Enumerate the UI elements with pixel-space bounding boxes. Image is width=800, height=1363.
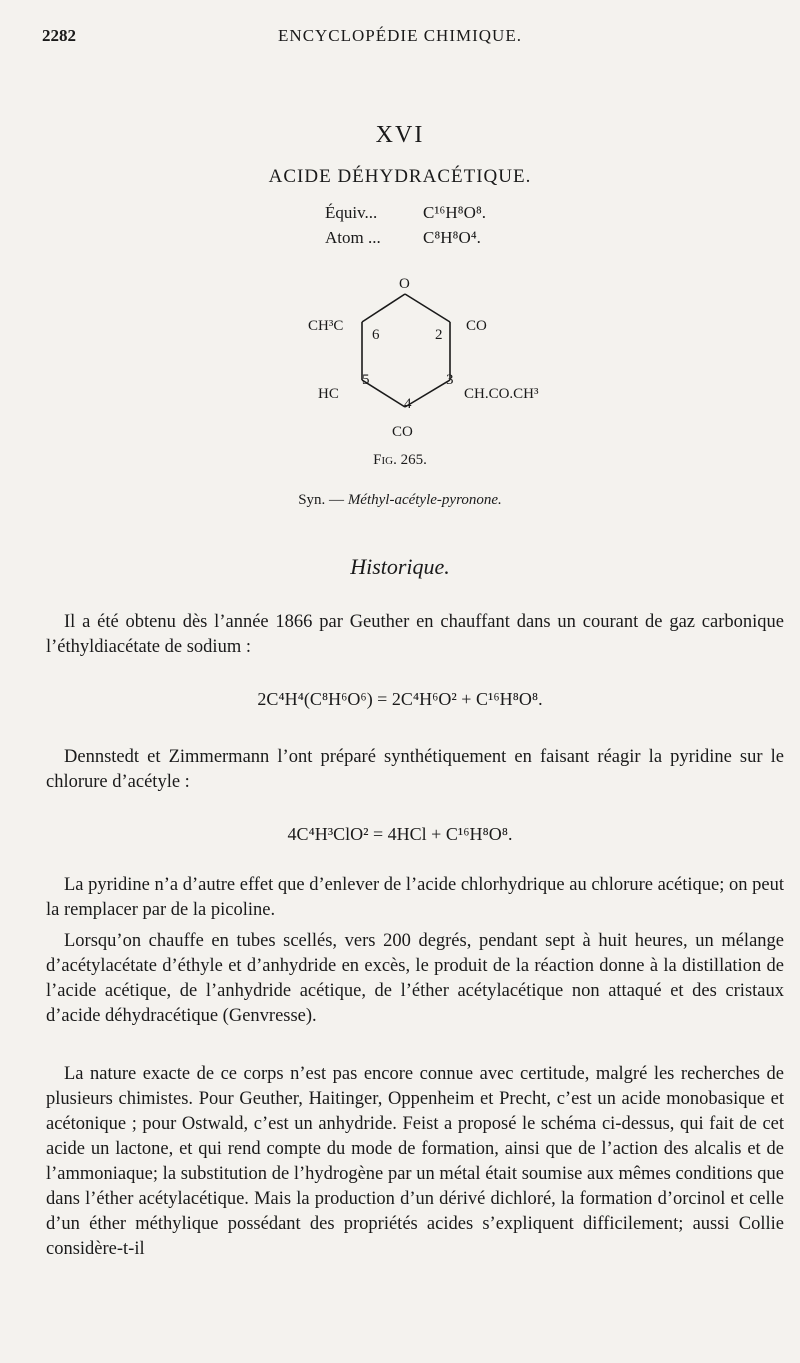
equiv-value: C¹⁶H⁸O⁸. — [423, 203, 487, 222]
section-number: XVI — [375, 122, 425, 148]
ring-oxygen-label: O — [399, 276, 410, 292]
paragraph-4: Lorsqu’on chauffe en tubes scellés, vers 200 degrés, pendant sept à huit heures, un mélange d’acétylacétate d’éthyle et d’anhydride en excès, le produit de la réaction donne à la distillation de l’acide acétique, de l’anhydride acétique, de l’éther acétylacétique non attaqué et des cristaux d’acide déhydracétique (Genvresse). — [46, 931, 784, 1026]
ring-position-5: 5 — [362, 372, 370, 388]
pyrone-structure-diagram — [300, 272, 560, 447]
atom-label: Atom ... — [325, 228, 381, 247]
paragraph-5: La nature exacte de ce corps n’est pas encore connue avec certitude, malgré les recherches de plusieurs chimistes. Pour Geuther, Haitinger, Oppenheim et Precht, c’est un acide monobasique et acétonique ; pour Ostwald, c’est un anhydride. Feist a proposé le schéma ci-dessus, qui fait de cet acide un lactone, et qui rend compte du mode de formation, ainsi que de l’action des alcalis et de l’ammoniaque; la substitution de l’hydrogène par un métal était soumise aux mêmes conditions que dans l’éther acétylacétique. Mais la production d’un dérivé dichloré, la formation d’orcinol et celle d’un éther méthylique possédant des propriétés acides s’expliquent difficilement; aussi Collie considère-t-il — [46, 1064, 784, 1259]
equiv-label: Équiv... — [325, 203, 378, 222]
page-number: 2282 — [42, 26, 76, 45]
section-title: ACIDE DÉHYDRACÉTIQUE. — [268, 166, 532, 187]
equiv-formula — [325, 203, 486, 223]
figure-caption: Fig. 265. — [373, 452, 427, 468]
running-title: ENCYCLOPÉDIE CHIMIQUE. — [278, 26, 522, 45]
ring-right-bottom-group: CH.CO.CH³ — [464, 386, 539, 402]
ring-position-4: 4 — [404, 396, 412, 412]
equation-2: 4C⁴H³ClO² = 4HCl + C¹⁶H⁸O⁸. — [287, 824, 513, 844]
ring-left-bottom-group: HC — [318, 386, 339, 402]
synonym-name: Méthyl-acétyle-pyronone. — [347, 492, 502, 508]
synonym-prefix: Syn. — — [298, 492, 345, 508]
paragraph-1: Il a été obtenu dès l’année 1866 par Geuther en chauffant dans un courant de gaz carbonique l’éthyldiacétate de sodium : — [46, 612, 784, 657]
ring-position-6: 6 — [372, 327, 380, 343]
ring-bottom-group: CO — [392, 424, 413, 440]
synonym-line — [0, 492, 800, 509]
page-header — [0, 26, 800, 50]
ring-right-top-group: CO — [466, 318, 487, 334]
equation-1: 2C⁴H⁴(C⁸H⁶O⁶) = 2C⁴H⁶O² + C¹⁶H⁸O⁸. — [257, 689, 543, 709]
historique-heading: Historique. — [350, 554, 450, 579]
paragraph-3: La pyridine n’a d’autre effet que d’enlever de l’acide chlorhydrique au chlorure acétique; on peut la remplacer par de la picoline. — [46, 875, 784, 920]
hexagon-ring — [300, 272, 560, 447]
atom-formula — [325, 228, 481, 248]
ring-position-2: 2 — [435, 327, 443, 343]
ring-left-top-group: CH³C — [308, 318, 344, 334]
paragraph-2: Dennstedt et Zimmermann l’ont préparé synthétiquement en faisant réagir la pyridine sur le chlorure d’acétyle : — [46, 747, 784, 792]
atom-value: C⁸H⁸O⁴. — [423, 228, 481, 247]
ring-position-3: 3 — [446, 372, 454, 388]
